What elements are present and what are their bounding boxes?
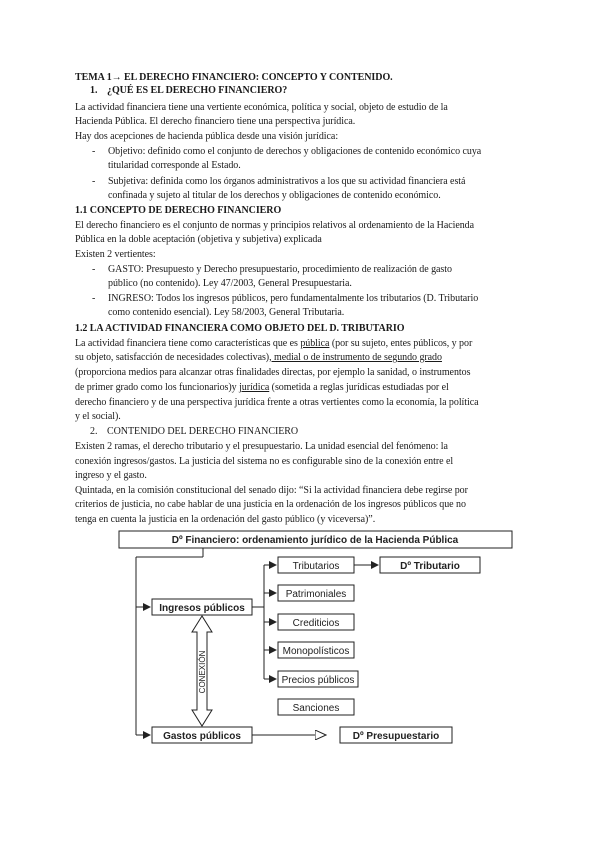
text: (por su sujeto, entes públicos, y por [329,338,473,349]
document-title: TEMA 1→ EL DERECHO FINANCIERO: CONCEPTO Y CONTENIDO. [75,72,393,83]
paragraph: Hacienda Pública. El derecho financiero tiene una perspectiva jurídica. [75,116,356,127]
bullet-dash: - [92,176,96,187]
bullet-text: confinada y sujeto al titular de los derechos y obligaciones de contenido económico. [108,190,441,201]
monopolisticos-label: Monopolísticos [282,646,350,657]
bullet-text: GASTO: Presupuesto y Derecho presupuestario, procedimiento de realización de gasto [108,264,452,275]
gastos-label: Gastos públicos [163,731,241,742]
paragraph-line: (proporciona medios para alcanzar otras finalidades directas, por ejemplo la sanidad, o instrumentos [75,367,471,378]
paragraph-line: y el social). [75,411,121,422]
text: de primer grado como los funcionarios)y [75,382,240,393]
section-1-1-heading: 1.1 CONCEPTO DE DERECHO FINANCIERO [75,205,282,216]
paragraph: conexión ingresos/gastos. La justicia del sistema no es configurable sino de la conexión entre el [75,456,454,467]
crediticios-box [278,614,354,630]
underlined-term: medial o de instrumento de segundo grado [271,352,442,363]
paragraph: Pública en la doble aceptación (objetiva y subjetiva) explicada [75,234,322,245]
section-2-heading: CONTENIDO DEL DERECHO FINANCIERO [107,426,299,437]
tributarios-label: Tributarios [292,561,340,572]
paragraph: El derecho financiero es el conjunto de normas y principios relativos al ordenamiento de la Hacienda [75,220,475,231]
bullet-text: como contenido esencial). Ley 58/2003, General Tributaria. [108,307,345,318]
paragraph: Quintada, en la comisión constitucional del senado dijo: “Si la actividad financiera debe regirse por [75,485,468,496]
paragraph: ingreso y el gasto. [75,470,147,481]
underlined-term: jurídica [239,382,270,393]
gastos-box [152,727,252,743]
patrimoniales-label: Patrimoniales [285,589,347,600]
paragraph: Hay dos acepciones de hacienda pública desde una visión jurídica: [75,131,339,142]
ingresos-label: Ingresos públicos [159,603,245,614]
section-1-2-heading: 1.2 LA ACTIVIDAD FINANCIERA COMO OBJETO DEL D. TRIBUTARIO [75,323,405,334]
bullet-text: Subjetiva: definida como los órganos administrativos a los que su actividad financiera está [108,176,466,187]
paragraph: tenga en cuenta la justicia en la ordenación del gasto público (y viceversa)”. [75,514,376,525]
d-presupuestario-label: Dº Presupuestario [352,731,440,742]
bullet-text: titularidad corresponde al Estado. [108,160,241,171]
bullet-text: público (no contenido). Ley 47/2003, General Presupuestaria. [108,278,352,289]
header-box-label: Dº Financiero: ordenamiento jurídico de la Hacienda Pública [171,535,459,546]
header-box [119,531,512,548]
paragraph-line: derecho financiero y de una perspectiva jurídica frente a otras vertientes como la economía, la política [75,397,479,408]
d-tributario-label: Dº Tributario [400,561,460,572]
sanciones-box [278,699,354,715]
section-1-number: 1. [90,85,98,96]
precios-box [278,671,358,687]
bullet-dash: - [92,293,96,304]
patrimoniales-box [278,585,354,601]
paragraph: La actividad financiera tiene una vertiente económica, política y social, objeto de estudio de la [75,102,448,113]
text: La actividad financiera tiene como características que es [75,338,301,349]
text: su objeto, satisfacción de necesidades colectivas), [75,352,272,363]
text: (sometida a reglas jurídicas estudiadas por el [269,382,449,393]
conexion-label: CONEXIÓN [198,650,207,694]
paragraph: criterios de justicia, no cabe hablar de una justicia en la ordenación de los ingresos públicos que no [75,499,466,510]
section-1-heading: ¿QUÉ ES EL DERECHO FINANCIERO? [107,85,288,96]
section-2-number: 2. [90,426,98,437]
sanciones-label: Sanciones [292,703,340,714]
d-presupuestario-box [340,727,452,743]
underlined-term: pública [300,338,330,349]
ingresos-box [152,599,252,615]
d-tributario-box [380,557,480,573]
paragraph: Existen 2 vertientes: [75,249,156,260]
conexion-arrow [192,616,212,726]
crediticios-label: Crediticios [292,618,340,629]
bullet-dash: - [92,264,96,275]
paragraph: Existen 2 ramas, el derecho tributario y el presupuestario. La unidad esencial del fenómeno: la [75,441,448,452]
bullet-text: Objetivo: definido como el conjunto de derechos y obligaciones de contenido económico cuya [108,146,482,157]
bullet-dash: - [92,146,96,157]
bullet-text: INGRESO: Todos los ingresos públicos, pero fundamentalmente los tributarios (D. Tributario [108,293,479,304]
tributarios-box [278,557,354,573]
precios-label: Precios públicos [281,675,355,686]
monopolisticos-box [278,642,354,658]
